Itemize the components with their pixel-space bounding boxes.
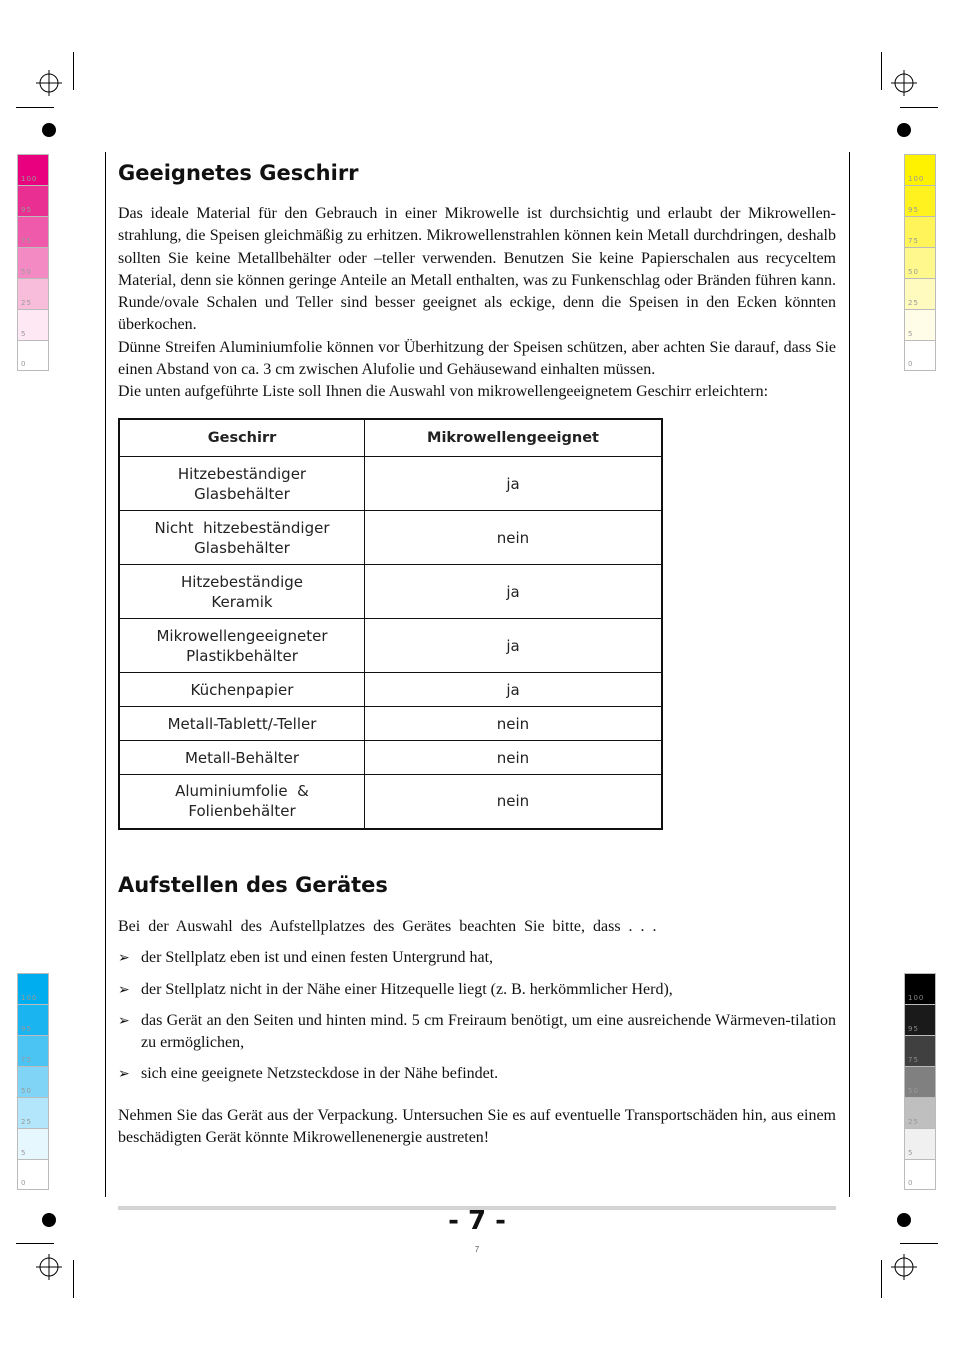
table-row	[119, 775, 662, 829]
cookware-cell: Aluminiumfolie & Folienbehälter	[119, 775, 365, 829]
color-swatch	[17, 309, 49, 340]
color-swatch	[904, 1097, 936, 1128]
swatch-label: 95	[21, 206, 32, 214]
swatch-label: 100	[21, 994, 38, 1002]
suitability-cell: ja	[365, 565, 663, 619]
column-header-geschirr: Geschirr	[119, 419, 365, 457]
page-number-small: 7	[474, 1245, 480, 1254]
swatch-label: 25	[908, 1118, 919, 1126]
table-row	[119, 619, 662, 673]
table-header-row	[119, 419, 662, 457]
color-bar-cyan	[17, 973, 49, 1190]
swatch-label: 0	[21, 360, 27, 368]
suitability-cell: ja	[365, 673, 663, 707]
suitability-cell: ja	[365, 457, 663, 511]
swatch-label: 75	[908, 237, 919, 245]
swatch-label: 5	[908, 1149, 914, 1157]
list-item: ➢ der Stellplatz eben ist und einen festen Untergrund hat,	[118, 947, 836, 969]
color-swatch	[17, 973, 49, 1004]
swatch-label: 25	[21, 299, 32, 307]
swatch-label: 100	[908, 994, 925, 1002]
cookware-cell: Metall-Tablett/-Teller	[119, 707, 365, 741]
color-swatch	[904, 1066, 936, 1097]
color-swatch	[17, 278, 49, 309]
color-swatch	[904, 216, 936, 247]
swatch-label: 5	[21, 1149, 27, 1157]
color-swatch	[17, 1035, 49, 1066]
color-swatch	[904, 247, 936, 278]
cookware-cell: Hitzebeständiger Glasbehälter	[119, 457, 365, 511]
cookware-cell: Nicht hitzebeständiger Glasbehälter	[119, 511, 365, 565]
color-swatch	[904, 278, 936, 309]
page-number: - 7 -	[448, 1206, 506, 1236]
registration-dot-icon	[42, 123, 56, 137]
registration-mark-icon	[36, 70, 62, 96]
color-swatch	[17, 1128, 49, 1159]
table-row	[119, 673, 662, 707]
swatch-label: 100	[908, 175, 925, 183]
swatch-label: 50	[21, 268, 32, 276]
table-row	[119, 707, 662, 741]
cookware-cell: Hitzebeständige Keramik	[119, 565, 365, 619]
table-row	[119, 565, 662, 619]
list-intro-paragraph: Die unten aufgeführte Liste soll Ihnen die Auswahl von mikrowellengeeignetem Geschirr erleichtern:	[118, 383, 769, 401]
registration-mark-icon	[891, 70, 917, 96]
color-bar-magenta	[17, 154, 49, 371]
arrow-bullet-icon: ➢	[118, 950, 130, 967]
registration-mark-icon	[891, 1254, 917, 1280]
placement-list	[118, 947, 836, 1085]
color-swatch	[904, 154, 936, 185]
color-swatch	[904, 1128, 936, 1159]
list-item: ➢ der Stellplatz nicht in der Nähe einer Hitzequelle liegt (z. B. herkömmlicher Herd),	[118, 979, 836, 1001]
arrow-bullet-icon: ➢	[118, 981, 130, 998]
table-row	[119, 741, 662, 775]
foil-paragraph: Dünne Streifen Aluminiumfolie können vor Überhitzung der Speisen schützen, aber achten Sie darauf, dass Sie einen Abstand von ca. 3 cm zwischen Alufolie und Gehäusewand einhalten müssen.	[118, 338, 836, 379]
cookware-cell: Mikrowellengeeigneter Plastikbehälter	[119, 619, 365, 673]
swatch-label: 75	[21, 1056, 32, 1064]
swatch-label: 25	[908, 299, 919, 307]
section-title-geschirr: Geeignetes Geschirr	[118, 161, 359, 185]
placement-intro: Bei der Auswahl des Aufstellplatzes des Gerätes beachten Sie bitte, dass . . .	[118, 918, 657, 935]
column-header-mikrowellengeeignet: Mikrowellengeeignet	[365, 419, 663, 457]
swatch-label: 0	[908, 1179, 914, 1187]
swatch-label: 95	[21, 1025, 32, 1033]
color-swatch	[17, 154, 49, 185]
swatch-label: 75	[21, 237, 32, 245]
color-swatch	[904, 1004, 936, 1035]
color-swatch	[17, 1004, 49, 1035]
suitability-cell: nein	[365, 741, 663, 775]
section-title-aufstellen: Aufstellen des Gerätes	[118, 873, 388, 897]
arrow-bullet-icon: ➢	[118, 1012, 130, 1029]
color-swatch	[17, 340, 49, 371]
swatch-label: 100	[21, 175, 38, 183]
color-swatch	[904, 973, 936, 1004]
registration-mark-icon	[36, 1254, 62, 1280]
registration-dot-icon	[897, 123, 911, 137]
color-swatch	[17, 185, 49, 216]
color-swatch	[17, 247, 49, 278]
intro-paragraph: Das ideale Material für den Gebrauch in einer Mikrowelle ist durchsichtig und erlaubt der Mikrowellen-strahlung, die Speisen gleichmäßig zu erhitzen. Mikrowellenstrahlen können kein Metall durchdringen, deshalb sollten Sie keine Metallbehälter oder –teller verwenden. Benutzen Sie keine Papierschalen aus recyceltem Material, denn sie können geringe Anteile an Metall enthalten, was zu Funkenschlag oder Bränden führen kann. Runde/ovale Schalen und Teller sind besser geeignet als eckige, denn die Speisen in den Ecken könnten überkochen.	[118, 205, 836, 334]
color-swatch	[904, 309, 936, 340]
color-swatch	[17, 216, 49, 247]
swatch-label: 95	[908, 1025, 919, 1033]
suitability-cell: nein	[365, 707, 663, 741]
color-swatch	[17, 1097, 49, 1128]
swatch-label: 5	[908, 330, 914, 338]
color-swatch	[17, 1159, 49, 1190]
cookware-table	[118, 418, 663, 830]
suitability-cell: nein	[365, 511, 663, 565]
color-bar-black	[904, 973, 936, 1190]
color-swatch	[904, 1159, 936, 1190]
cookware-cell: Metall-Behälter	[119, 741, 365, 775]
cookware-cell: Küchenpapier	[119, 673, 365, 707]
suitability-cell: nein	[365, 775, 663, 829]
swatch-label: 0	[908, 360, 914, 368]
closing-paragraph: Nehmen Sie das Gerät aus der Verpackung. Untersuchen Sie es auf eventuelle Transportschäden hin, aus einem beschädigten Gerät könnte Mikrowellenenergie austreten!	[118, 1106, 836, 1147]
section-aufstellen-text	[118, 916, 836, 1149]
list-item: ➢ das Gerät an den Seiten und hinten mind. 5 cm Freiraum benötigt, um eine ausreichende Wärmeven-tilation zu ermöglichen,	[118, 1011, 836, 1052]
swatch-label: 50	[908, 268, 919, 276]
swatch-label: 5	[21, 330, 27, 338]
arrow-bullet-icon: ➢	[118, 1066, 130, 1083]
color-swatch	[904, 185, 936, 216]
swatch-label: 50	[21, 1087, 32, 1095]
table-row	[119, 457, 662, 511]
color-swatch	[904, 340, 936, 371]
swatch-label: 95	[908, 206, 919, 214]
list-item: ➢ sich eine geeignete Netzsteckdose in der Nähe befindet.	[118, 1063, 836, 1085]
table-row	[119, 511, 662, 565]
section-geschirr-text	[118, 203, 836, 404]
color-swatch	[17, 1066, 49, 1097]
swatch-label: 25	[21, 1118, 32, 1126]
color-bar-yellow	[904, 154, 936, 371]
suitability-cell: ja	[365, 619, 663, 673]
color-swatch	[904, 1035, 936, 1066]
swatch-label: 50	[908, 1087, 919, 1095]
swatch-label: 0	[21, 1179, 27, 1187]
swatch-label: 75	[908, 1056, 919, 1064]
